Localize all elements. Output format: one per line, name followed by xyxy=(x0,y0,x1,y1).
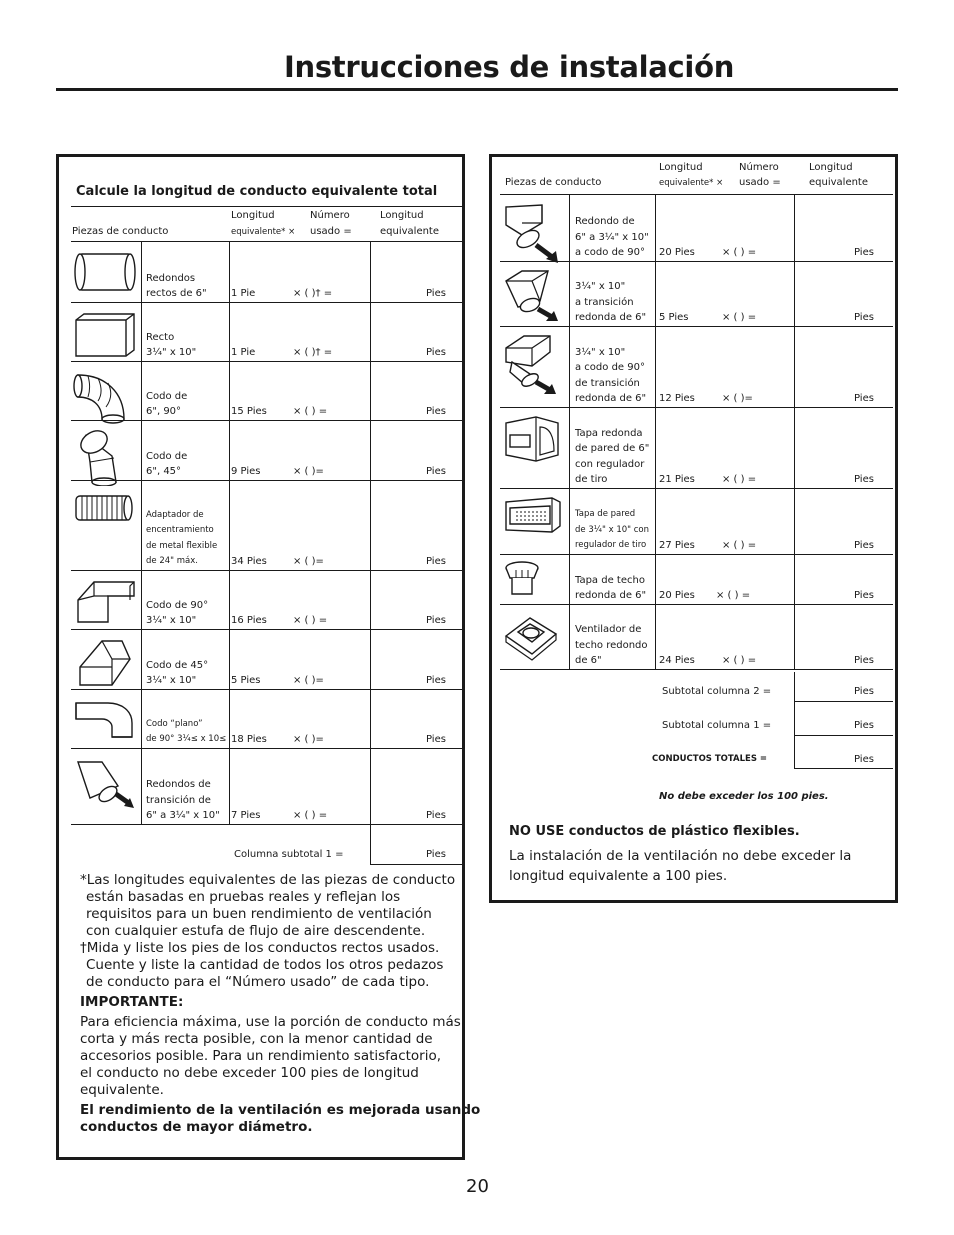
rule xyxy=(500,261,893,262)
equivalent-length: 5 Pies xyxy=(659,312,689,323)
duct-piece-label: 6" a 3¼" x 10" xyxy=(146,810,220,821)
duct-piece-label: Redondos xyxy=(146,272,196,284)
left-header-col1: Piezas de conducto xyxy=(72,226,169,237)
rule xyxy=(500,554,893,555)
rule xyxy=(370,242,371,302)
rule xyxy=(141,420,142,480)
round-to-rect-elbow-icon xyxy=(502,201,564,265)
rule xyxy=(229,570,230,629)
rule xyxy=(794,407,795,488)
number-used-field[interactable]: × ( )= xyxy=(293,466,324,477)
subtotal1-label: Subtotal columna 1 = xyxy=(662,720,772,731)
rule xyxy=(655,604,656,669)
duct-piece-label: Tapa de pared xyxy=(575,509,636,519)
page-title: Instrucciones de instalación xyxy=(284,50,735,84)
subtotal2-unit: Pies xyxy=(854,686,874,697)
round-roof-vent-icon xyxy=(502,610,560,662)
unit-label: Pies xyxy=(854,590,874,601)
duct-piece-label: de metal flexible xyxy=(146,540,218,551)
rule xyxy=(370,570,371,629)
right-header-col2a: Longitud xyxy=(659,162,703,173)
rule xyxy=(655,326,656,407)
important-text-line: equivalente. xyxy=(80,1082,164,1098)
duct-piece-label: con regulador xyxy=(575,458,645,470)
important-text-line: corta y más recta posible, con la menor cantidad de xyxy=(80,1031,433,1047)
footnote-line: requisitos para un buen rendimiento de ventilación xyxy=(86,906,432,922)
title-rule xyxy=(56,88,898,91)
page-number: 20 xyxy=(466,1176,489,1197)
rule xyxy=(370,864,465,865)
equivalent-length: 27 Pies xyxy=(659,540,695,551)
rule xyxy=(569,604,570,669)
round-straight-duct-icon xyxy=(72,250,138,294)
right-header-col1: Piezas de conducto xyxy=(505,177,602,188)
total-unit: Pies xyxy=(854,754,874,765)
equivalent-length: 9 Pies xyxy=(231,466,261,477)
left-header-col2a: Longitud xyxy=(231,210,275,221)
equivalent-length: 20 Pies xyxy=(659,247,695,258)
unit-label: Pies xyxy=(854,393,874,404)
warning-line-2: longitud equivalente a 100 pies. xyxy=(509,868,728,884)
unit-label: Pies xyxy=(426,288,446,299)
right-header-col3b: usado = xyxy=(739,177,781,188)
rule xyxy=(794,488,795,554)
footnote-line: con cualquier estufa de flujo de aire descendente. xyxy=(86,923,426,939)
unit-label: Pies xyxy=(854,312,874,323)
duct-piece-label: 3¼" x 10" xyxy=(575,281,626,292)
equivalent-length: 24 Pies xyxy=(659,655,695,666)
rule xyxy=(229,361,230,420)
rule xyxy=(229,748,230,824)
rule xyxy=(794,195,795,261)
equivalent-length: 20 Pies xyxy=(659,590,695,601)
duct-piece-label: 3¼" x 10" xyxy=(146,615,197,626)
rule xyxy=(500,669,893,670)
unit-label: Pies xyxy=(854,474,874,485)
rule xyxy=(71,689,465,690)
rule xyxy=(71,361,465,362)
rule xyxy=(794,768,893,769)
duct-piece-label: a codo de 90° xyxy=(575,362,645,373)
equivalent-length: 7 Pies xyxy=(231,810,261,821)
unit-label: Pies xyxy=(426,347,446,358)
emphasis-line: El rendimiento de la ventilación es mejorada usando xyxy=(80,1102,481,1118)
number-used-field[interactable]: × ( ) = xyxy=(716,590,751,601)
equivalent-length: 18 Pies xyxy=(231,734,267,745)
rule xyxy=(71,480,465,481)
rule xyxy=(229,242,230,302)
duct-piece-label: Codo de 90° xyxy=(146,599,209,611)
rule xyxy=(71,206,462,207)
number-used-field[interactable]: × ( )= xyxy=(293,734,324,745)
duct-piece-label: de tiro xyxy=(575,474,608,485)
duct-piece-label: de 24" máx. xyxy=(146,556,198,566)
rule xyxy=(370,629,371,689)
rule xyxy=(71,629,465,630)
duct-piece-label: 3¼" x 10" xyxy=(575,346,626,358)
unit-label: Pies xyxy=(426,615,446,626)
number-used-field[interactable]: × ( )= xyxy=(722,393,753,404)
duct-piece-label: a codo de 90° xyxy=(575,247,645,258)
rule xyxy=(569,554,570,604)
rule xyxy=(370,480,371,570)
subtotal2-label: Subtotal columna 2 = xyxy=(662,686,772,697)
footnote-line: de conducto para el “Número usado” de cada tipo. xyxy=(86,974,430,990)
rule xyxy=(794,672,795,768)
footnote-line: *Las longitudes equivalentes de las piezas de conducto xyxy=(80,872,456,888)
number-used-field[interactable]: × ( )† = xyxy=(293,347,333,358)
important-text-line: accesorios posible. Para un rendimiento satisfactorio, xyxy=(80,1048,442,1064)
rule xyxy=(500,326,893,327)
rule xyxy=(794,604,795,669)
number-used-field[interactable]: × ( ) = xyxy=(293,406,328,417)
rect-elbow-45-icon xyxy=(72,637,134,689)
rule xyxy=(569,326,570,407)
duct-piece-label: rectos de 6" xyxy=(146,288,207,299)
round-elbow-45-icon xyxy=(72,428,126,486)
duct-piece-label: techo redondo xyxy=(575,639,648,651)
equivalent-length: 21 Pies xyxy=(659,474,695,485)
duct-piece-label: Codo de xyxy=(146,450,188,462)
round-wall-cap-icon xyxy=(502,413,562,463)
duct-piece-label: Redondos de xyxy=(146,779,211,790)
rule xyxy=(370,361,371,420)
duct-piece-label: Redondo de xyxy=(575,216,635,227)
footnote-line: Cuente y liste la cantidad de todos los otros pedazos xyxy=(86,957,444,973)
number-used-field[interactable]: × ( )= xyxy=(293,556,324,567)
duct-piece-label: 6" a 3¼" x 10" xyxy=(575,231,649,243)
rule xyxy=(500,488,893,489)
rule xyxy=(141,629,142,689)
rule xyxy=(569,488,570,554)
important-text-line: Para eficiencia máxima, use la porción de conducto más xyxy=(80,1014,461,1030)
flat-elbow-90-icon xyxy=(72,697,136,741)
rule xyxy=(569,407,570,488)
duct-piece-label: 3¼" x 10" xyxy=(146,347,197,358)
round-roof-cap-icon xyxy=(502,556,542,598)
duct-piece-label: de 90° 3¼≤ x 10≤ xyxy=(146,734,227,744)
unit-label: Pies xyxy=(854,247,874,258)
rule xyxy=(794,701,893,702)
rule xyxy=(500,604,893,605)
rule xyxy=(569,195,570,261)
rule xyxy=(229,689,230,748)
rule xyxy=(794,735,893,736)
flexible-metal-duct-icon xyxy=(72,488,134,528)
duct-piece-label: 3¼" x 10" xyxy=(146,675,197,686)
duct-piece-label: 6", 90° xyxy=(146,406,182,417)
rule xyxy=(141,302,142,361)
duct-piece-label: Ventilador de xyxy=(575,624,642,635)
footnote-line: están basadas en pruebas reales y reflejan los xyxy=(86,889,401,905)
duct-piece-label: encentramiento xyxy=(146,525,214,535)
right-header-col4a: Longitud xyxy=(809,162,853,173)
rect-straight-duct-icon xyxy=(72,310,138,360)
rule xyxy=(655,195,656,261)
number-used-field[interactable]: × ( )† = xyxy=(293,288,333,299)
unit-label: Pies xyxy=(426,406,446,417)
duct-piece-label: Codo de xyxy=(146,390,188,402)
left-header-col2b: equivalente* × xyxy=(231,227,296,237)
duct-piece-label: Codo de 45° xyxy=(146,659,209,671)
number-used-field[interactable]: × ( )= xyxy=(293,675,324,686)
rule xyxy=(500,194,893,195)
duct-piece-label: redonda de 6" xyxy=(575,312,647,323)
equivalent-length: 34 Pies xyxy=(231,556,267,567)
unit-label: Pies xyxy=(426,810,446,821)
rule xyxy=(794,326,795,407)
important-text-line: el conducto no debe exceder 100 pies de longitud xyxy=(80,1065,419,1081)
round-transition-icon xyxy=(72,756,138,812)
rule xyxy=(370,689,371,748)
equivalent-length: 16 Pies xyxy=(231,615,267,626)
left-header-col4b: equivalente xyxy=(380,226,440,237)
round-elbow-90-icon xyxy=(72,369,130,425)
warning-heading: NO USE conductos de plástico flexibles. xyxy=(509,824,800,839)
rule xyxy=(229,302,230,361)
duct-piece-label: de 6" xyxy=(575,655,602,666)
rule xyxy=(141,689,142,748)
rule xyxy=(370,824,371,864)
unit-label: Pies xyxy=(854,655,874,666)
rule xyxy=(141,748,142,824)
rule xyxy=(500,407,893,408)
duct-piece-label: redonda de 6" xyxy=(575,393,647,404)
rule xyxy=(141,570,142,629)
duct-piece-label: Tapa de techo xyxy=(575,574,645,586)
left-heading: Calcule la longitud de conducto equivalente total xyxy=(76,184,438,199)
rule xyxy=(229,420,230,480)
left-header-col3b: usado = xyxy=(310,226,352,237)
rule xyxy=(141,242,142,302)
rule xyxy=(794,554,795,604)
rect-wall-cap-icon xyxy=(502,494,564,536)
rule xyxy=(370,302,371,361)
rule xyxy=(71,302,465,303)
rule xyxy=(370,748,371,824)
duct-piece-label: Tapa redonda xyxy=(575,427,643,439)
number-used-field[interactable]: × ( ) = xyxy=(722,474,757,485)
duct-piece-label: Recto xyxy=(146,331,175,343)
duct-piece-label: de 3¼" x 10" con xyxy=(575,524,650,535)
rule xyxy=(141,480,142,570)
total-label: CONDUCTOS TOTALES = xyxy=(652,754,768,764)
left-header-col4a: Longitud xyxy=(380,210,424,221)
duct-piece-label: Codo “plano” xyxy=(146,718,203,729)
equivalent-length: 12 Pies xyxy=(659,393,695,404)
unit-label: Pies xyxy=(426,466,446,477)
max-length-note: No debe exceder los 100 pies. xyxy=(659,791,829,802)
equivalent-length: 5 Pies xyxy=(231,675,261,686)
emphasis-line: conductos de mayor diámetro. xyxy=(80,1119,313,1135)
rule xyxy=(71,420,465,421)
subtotal1-unit: Pies xyxy=(854,720,874,731)
equivalent-length: 1 Pie xyxy=(231,347,256,358)
unit-label: Pies xyxy=(426,556,446,567)
number-used-field[interactable]: × ( ) = xyxy=(293,615,328,626)
rule xyxy=(229,629,230,689)
unit-label: Pies xyxy=(426,734,446,745)
duct-piece-label: 6", 45° xyxy=(146,466,182,477)
rule xyxy=(71,748,465,749)
important-label: IMPORTANTE: xyxy=(80,994,184,1010)
rule xyxy=(229,480,230,570)
number-used-field[interactable]: × ( ) = xyxy=(293,810,328,821)
right-header-col3a: Número xyxy=(739,162,779,173)
left-subtotal-label: Columna subtotal 1 = xyxy=(234,849,344,860)
unit-label: Pies xyxy=(854,540,874,551)
rule xyxy=(71,570,465,571)
rect-elbow-90-icon xyxy=(72,578,138,628)
rect-to-round-transition-icon xyxy=(502,267,564,323)
rule xyxy=(569,261,570,326)
rule xyxy=(71,241,462,242)
rect-to-round-elbow-icon xyxy=(502,332,564,396)
unit-label: Pies xyxy=(426,675,446,686)
number-used-field[interactable]: × ( ) = xyxy=(722,540,757,551)
duct-piece-label: a transición xyxy=(575,296,634,308)
rule xyxy=(655,407,656,488)
rule xyxy=(71,824,465,825)
rule xyxy=(655,261,656,326)
number-used-field[interactable]: × ( ) = xyxy=(722,247,757,258)
rule xyxy=(370,420,371,480)
duct-piece-label: redonda de 6" xyxy=(575,590,647,601)
warning-line-1: La instalación de la ventilación no debe exceder la xyxy=(509,848,852,864)
duct-piece-label: regulador de tiro xyxy=(575,540,647,550)
left-header-col3a: Número xyxy=(310,210,350,221)
rule xyxy=(655,488,656,554)
rule xyxy=(794,261,795,326)
rule xyxy=(655,554,656,604)
equivalent-length: 1 Pie xyxy=(231,288,256,299)
duct-piece-label: Adaptador de xyxy=(146,509,204,520)
rule xyxy=(141,361,142,420)
duct-piece-label: de pared de 6" xyxy=(575,443,650,454)
right-header-col4b: equivalente xyxy=(809,177,869,188)
number-used-field[interactable]: × ( ) = xyxy=(722,312,757,323)
footnote-line: †Mida y liste los pies de los conductos rectos usados. xyxy=(80,940,440,956)
duct-piece-label: transición de xyxy=(146,794,211,806)
left-subtotal-unit: Pies xyxy=(426,849,446,860)
duct-piece-label: de transición xyxy=(575,377,640,389)
equivalent-length: 15 Pies xyxy=(231,406,267,417)
right-header-col2b: equivalente* × xyxy=(659,178,724,188)
number-used-field[interactable]: × ( ) = xyxy=(722,655,757,666)
